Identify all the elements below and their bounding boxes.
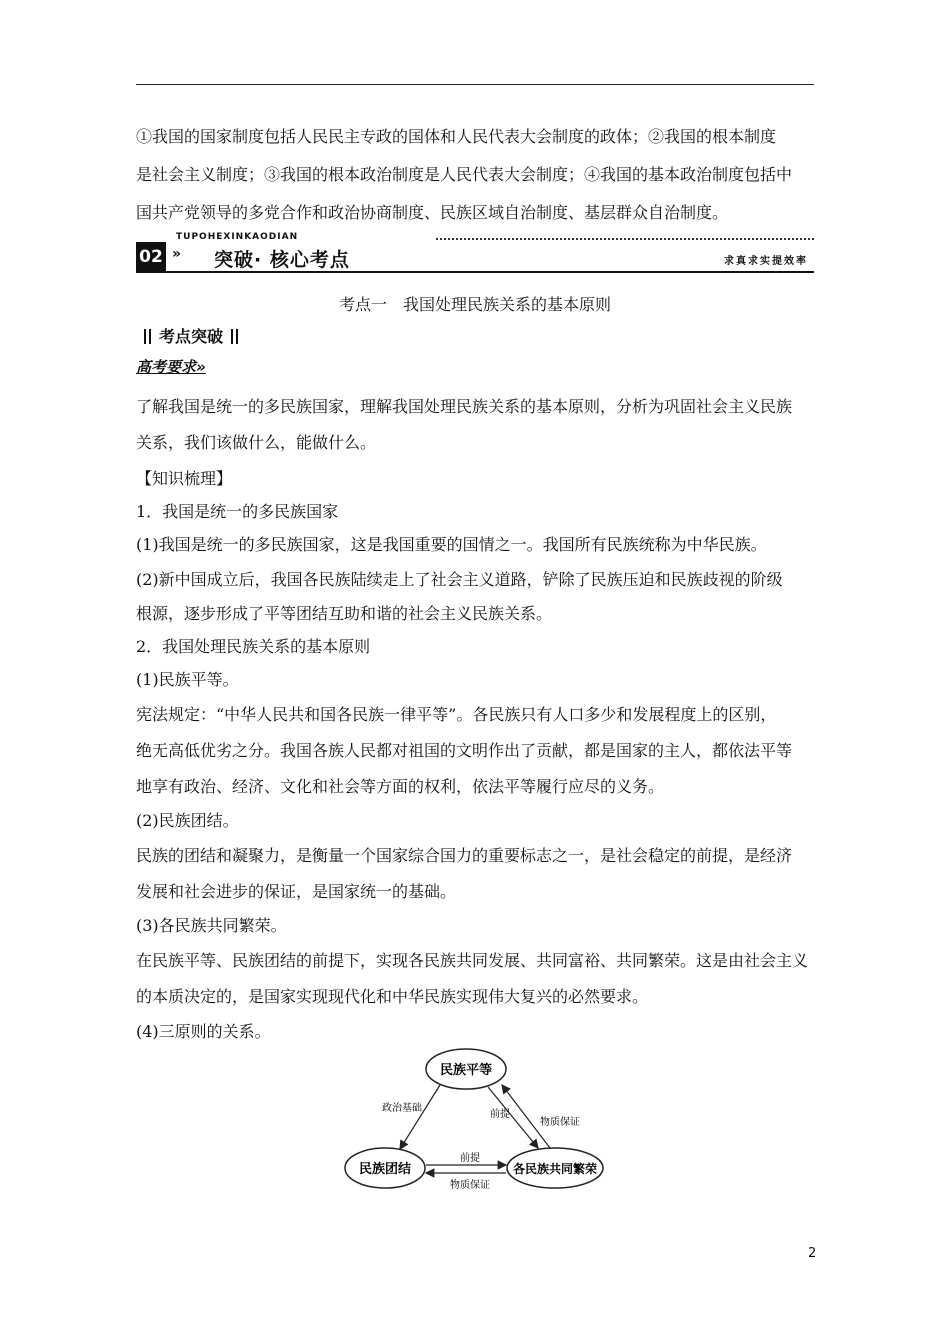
node-equality-label: 民族平等: [439, 1063, 493, 1078]
principles-diagram: [330, 1045, 620, 1195]
banner-dotted-line: [436, 238, 814, 240]
body-line: 绝无高低优劣之分。我国各族人民都对祖国的文明作出了贡献，都是国家的主人，都依法平等: [136, 741, 793, 760]
edge-label-material-right: 物质保证: [540, 1117, 580, 1128]
banner-pinyin: TUPOHEXINKAODIAN: [176, 232, 299, 242]
double-bar-icon: [144, 329, 151, 344]
body-line: 发展和社会进步的保证，是国家统一的基础。: [136, 882, 457, 901]
body-line: (1)我国是统一的多民族国家，这是我国重要的国情之一。我国所有民族统称为中华民族。: [136, 535, 767, 554]
node-prosperity-label: 各民族共同繁荣: [512, 1162, 598, 1176]
body-line: 1．我国是统一的多民族国家: [136, 502, 339, 521]
body-line: (4)三原则的关系。: [136, 1022, 271, 1041]
body-line: 【知识梳理】: [136, 469, 233, 488]
edge-label-premise-bottom: 前提: [460, 1153, 480, 1164]
body-line: (2)民族团结。: [136, 811, 239, 830]
body-line: (2)新中国成立后，我国各民族陆续走上了社会主义道路，铲除了民族压迫和民族歧视的阶级: [136, 570, 783, 589]
body-line: 了解我国是统一的多民族国家，理解我国处理民族关系的基本原则，分析为巩固社会主义民族: [136, 397, 793, 416]
edge-label-political-basis: 政治基础: [382, 1103, 422, 1114]
subheading-text: 考点突破: [159, 327, 224, 346]
body-line: 在民族平等、民族团结的前提下，实现各民族共同发展、共同富裕、共同繁荣。这是由社会主义: [136, 951, 809, 970]
body-line: 2．我国处理民族关系的基本原则: [136, 637, 371, 656]
subheading: [136, 324, 246, 347]
edge-label-premise-right: 前提: [490, 1109, 510, 1120]
section-title: 考点一 我国处理民族关系的基本原则: [338, 295, 611, 314]
banner-bar: [136, 271, 814, 273]
header-rule: [136, 84, 814, 85]
intro-line-2: 是社会主义制度；③我国的根本政治制度是人民代表大会制度；④我国的基本政治制度包括中: [136, 165, 793, 184]
section-banner: [136, 232, 814, 272]
intro-line-1: ①我国的国家制度包括人民民主专政的国体和人民代表大会制度的政体；②我国的根本制度: [136, 127, 777, 146]
edge-label-material-bottom: 物质保证: [450, 1180, 490, 1191]
body-line: (1)民族平等。: [136, 670, 239, 689]
body-line: 宪法规定：“中华人民共和国各民族一律平等”。各民族只有人口多少和发展程度上的区别，: [136, 705, 777, 724]
page-number: 2: [808, 1246, 817, 1261]
double-bar-icon: [231, 329, 238, 344]
arrow-equality-to-unity: [400, 1085, 440, 1149]
chevron-icon: »: [172, 246, 182, 262]
body-line: (3)各民族共同繁荣。: [136, 916, 287, 935]
body-line: 地享有政治、经济、文化和社会等方面的权利，依法平等履行应尽的义务。: [136, 777, 665, 796]
banner-number: 02: [136, 242, 166, 272]
banner-title: 突破· 核心考点: [214, 249, 350, 271]
body-line: 民族的团结和凝聚力，是衡量一个国家综合国力的重要标志之一，是社会稳定的前提，是经济: [136, 846, 793, 865]
body-line: 的本质决定的，是国家实现现代化和中华民族实现伟大复兴的必然要求。: [136, 987, 649, 1006]
banner-slogan: 求真求实提效率: [724, 256, 808, 267]
body-line: 根源，逐步形成了平等团结互助和谐的社会主义民族关系。: [136, 604, 553, 623]
node-unity-label: 民族团结: [358, 1162, 412, 1177]
body-line: 关系，我们该做什么，能做什么。: [136, 433, 377, 452]
requirement-label: 高考要求»: [136, 358, 206, 376]
intro-line-3: 国共产党领导的多党合作和政治协商制度、民族区域自治制度、基层群众自治制度。: [136, 203, 729, 222]
